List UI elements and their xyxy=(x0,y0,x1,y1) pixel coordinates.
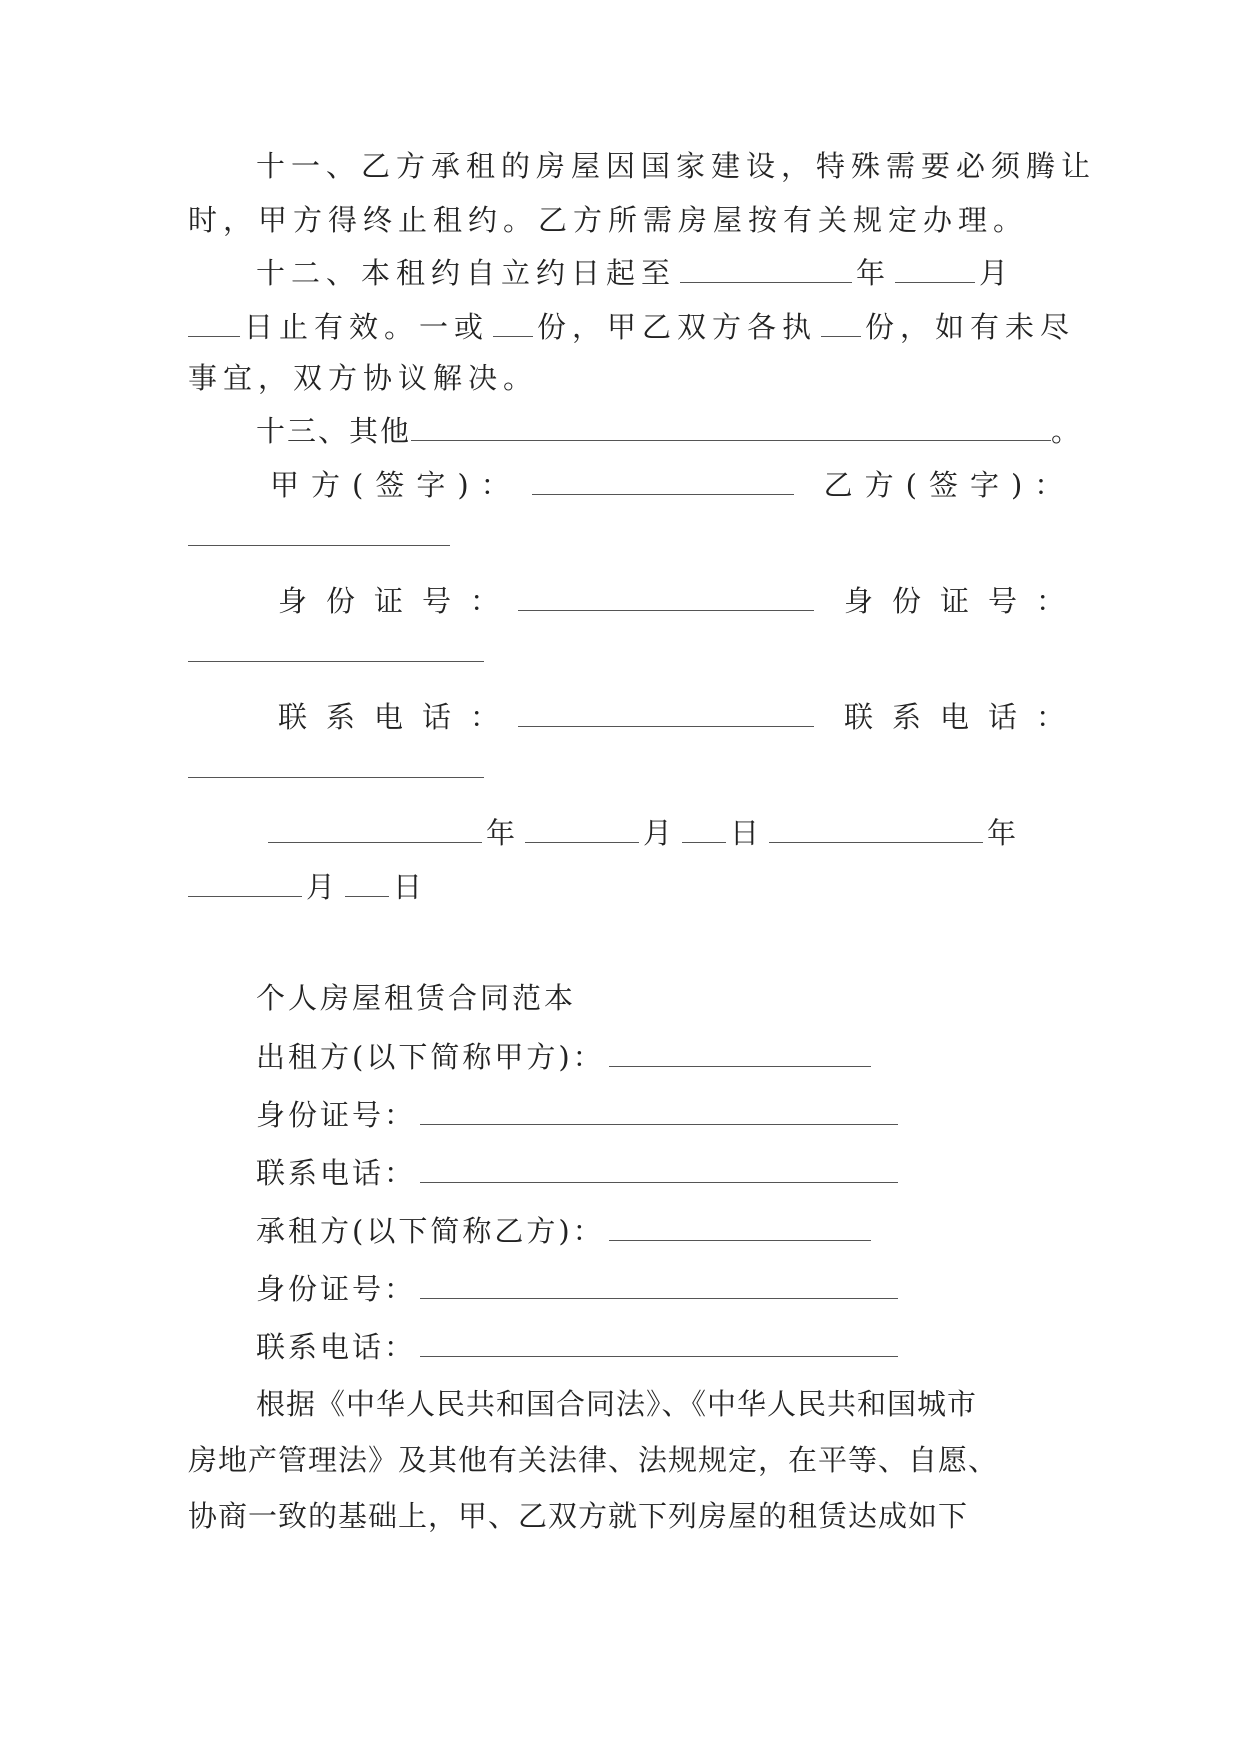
party-a-year-label: 年 xyxy=(486,816,522,850)
preamble-text-3: 协商一致的基础上，甲、乙双方就下列房屋的租赁达成如下 xyxy=(188,1499,969,1533)
lessor-id-label: 身份证号： xyxy=(256,1098,417,1132)
lessor-phone-blank[interactable] xyxy=(420,1152,898,1183)
clause-11-line-2 xyxy=(188,200,1068,240)
party-b-day-label: 日 xyxy=(393,870,429,904)
clause-12-text-a: 日止有效。一或 xyxy=(244,310,490,344)
party-a-id-label: 身份证号： xyxy=(278,584,519,618)
party-a-day-label: 日 xyxy=(730,816,766,850)
lessee-id-blank[interactable] xyxy=(420,1268,898,1299)
clause-12-year: 年 xyxy=(856,256,892,290)
end-year-blank[interactable] xyxy=(680,252,852,283)
preamble-text-2: 房地产管理法》及其他有关法律、法规规定，在平等、自愿、 xyxy=(188,1443,999,1477)
party-b-year-blank[interactable] xyxy=(769,812,983,843)
party-a-month-label: 月 xyxy=(643,816,679,850)
clause-12-line-3 xyxy=(188,358,1068,398)
party-b-day-blank[interactable] xyxy=(345,866,389,897)
party-b-id-blank[interactable] xyxy=(188,660,484,662)
clause-12-line-1 xyxy=(256,252,1136,292)
party-a-year-blank[interactable] xyxy=(268,812,482,843)
preamble-line-3 xyxy=(188,1496,1068,1536)
preamble-text-1: 根据《中华人民共和国合同法》、《中华人民共和国城市 xyxy=(256,1387,978,1421)
lessee-id-row xyxy=(256,1268,1136,1308)
clause-13-line xyxy=(256,410,1136,450)
preamble-line-2 xyxy=(188,1440,1068,1480)
party-a-phone-blank[interactable] xyxy=(518,696,814,727)
lessor-row xyxy=(256,1036,1136,1076)
date-row xyxy=(268,812,1148,852)
party-a-phone-label: 联系电话： xyxy=(278,700,519,734)
clause-12-text-c: 份，如有未尽 xyxy=(865,310,1076,344)
lessor-id-row xyxy=(256,1094,1136,1134)
other-terms-blank[interactable] xyxy=(411,410,1051,441)
clause-12-prefix: 十二、本租约自立约日起至 xyxy=(256,256,677,290)
lessor-blank[interactable] xyxy=(609,1036,871,1067)
lessee-blank[interactable] xyxy=(609,1210,871,1241)
lessee-phone-row xyxy=(256,1326,1136,1366)
party-b-sign-blank[interactable] xyxy=(188,544,450,546)
clause-11-line-1 xyxy=(256,146,1136,186)
end-day-blank[interactable] xyxy=(188,306,240,337)
template-title xyxy=(256,978,1136,1018)
party-a-sign-row xyxy=(270,464,1150,504)
end-month-blank[interactable] xyxy=(895,252,975,283)
party-b-year-label: 年 xyxy=(987,816,1023,850)
lessee-phone-blank[interactable] xyxy=(420,1326,898,1357)
phone-row xyxy=(278,696,1158,736)
copies-each-blank[interactable] xyxy=(821,306,861,337)
lessor-phone-row xyxy=(256,1152,1136,1192)
date-row-2 xyxy=(188,866,1068,906)
lessor-phone-label: 联系电话： xyxy=(256,1156,417,1190)
clause-13-prefix: 十三、其他 xyxy=(256,414,412,448)
lessee-id-label: 身份证号： xyxy=(256,1272,417,1306)
party-b-phone-label: 联系电话： xyxy=(844,700,1085,734)
lessor-id-blank[interactable] xyxy=(420,1094,898,1125)
party-a-day-blank[interactable] xyxy=(682,812,726,843)
clause-11-text-1: 十一、乙方承租的房屋因国家建设，特殊需要必须腾让 xyxy=(256,149,1097,183)
id-row xyxy=(278,580,1158,620)
party-b-month-label: 月 xyxy=(306,870,342,904)
copies-total-blank[interactable] xyxy=(493,306,533,337)
party-b-id-label: 身份证号： xyxy=(844,584,1085,618)
lessee-phone-label: 联系电话： xyxy=(256,1330,417,1364)
clause-13-suffix: 。 xyxy=(1051,414,1083,448)
lessee-row xyxy=(256,1210,1136,1250)
lessee-label: 承租方(以下简称乙方)： xyxy=(256,1214,605,1248)
preamble-line-1 xyxy=(256,1384,1136,1424)
clause-12-month: 月 xyxy=(979,256,1015,290)
template-title-text: 个人房屋租赁合同范本 xyxy=(256,981,577,1015)
party-a-sign-label: 甲方(签字)： xyxy=(270,468,522,502)
lessor-label: 出租方(以下简称甲方)： xyxy=(256,1040,605,1074)
party-b-sign-label: 乙方(签字)： xyxy=(823,468,1076,502)
party-a-month-blank[interactable] xyxy=(525,812,639,843)
clause-11-text-2: 时，甲方得终止租约。乙方所需房屋按有关规定办理。 xyxy=(188,203,1029,237)
party-b-month-blank[interactable] xyxy=(188,866,302,897)
party-b-phone-blank[interactable] xyxy=(188,776,484,778)
clause-12-line-2 xyxy=(188,306,1076,346)
party-a-id-blank[interactable] xyxy=(518,580,814,611)
clause-12-text-3: 事宜，双方协议解决。 xyxy=(188,361,539,395)
clause-12-text-b: 份，甲乙双方各执 xyxy=(537,310,818,344)
party-a-sign-blank[interactable] xyxy=(532,464,794,495)
